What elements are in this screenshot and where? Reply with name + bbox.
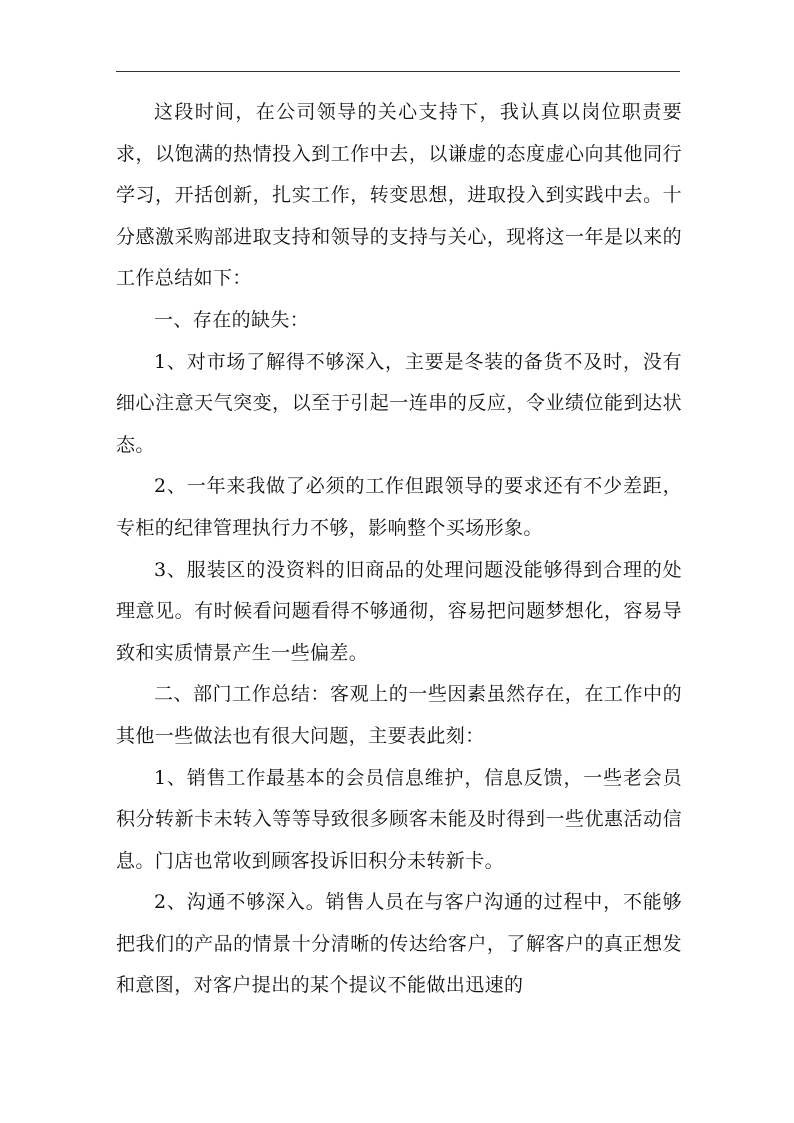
heading-department-summary: 二、部门工作总结：客观上的一些因素虽然存在，在工作中的其他一些做法也有很大问题，主要表此刻： — [116, 683, 682, 747]
document-body — [116, 92, 682, 1007]
paragraph-summary-1: 1、销售工作最基本的会员信息维护，信息反馈，一些老会员积分转新卡未转入等等导致很多顾客未能及时得到一些优惠活动信息。门店也常收到顾客投诉旧积分未转新卡。 — [116, 766, 682, 872]
heading-shortcomings: 一、存在的缺失： — [154, 308, 310, 331]
paragraph-summary-2: 2、沟通不够深入。销售人员在与客户沟通的过程中，不能够把我们的产品的情景十分清晰的传达给客户，了解客户的真正想发和意图，对客户提出的某个提议不能做出迅速的 — [116, 891, 682, 997]
header-rule — [116, 71, 680, 72]
paragraph-shortcoming-2: 2、一年来我做了必须的工作但跟领导的要求还有不少差距，专柜的纪律管理执行力不够，影响整个买场形象。 — [116, 475, 682, 539]
paragraph-intro: 这段时间，在公司领导的关心支持下，我认真以岗位职责要求，以饱满的热情投入到工作中去，以谦虚的态度虚心向其他同行学习，开括创新，扎实工作，转变思想，进取投入到实践中去。十分感激采购部进取支持和领导的支持与关心，现将这一年是以来的工作总结如下： — [116, 101, 682, 290]
paragraph-shortcoming-3: 3、服装区的没资料的旧商品的处理问题没能够得到合理的处理意见。有时候看问题看得不够通彻，容易把问题梦想化，容易导致和实质情景产生一些偏差。 — [116, 558, 682, 664]
paragraph-shortcoming-1: 1、对市场了解得不够深入，主要是冬装的备货不及时，没有细心注意天气突变，以至于引起一连串的反应，令业绩位能到达状态。 — [116, 350, 682, 456]
